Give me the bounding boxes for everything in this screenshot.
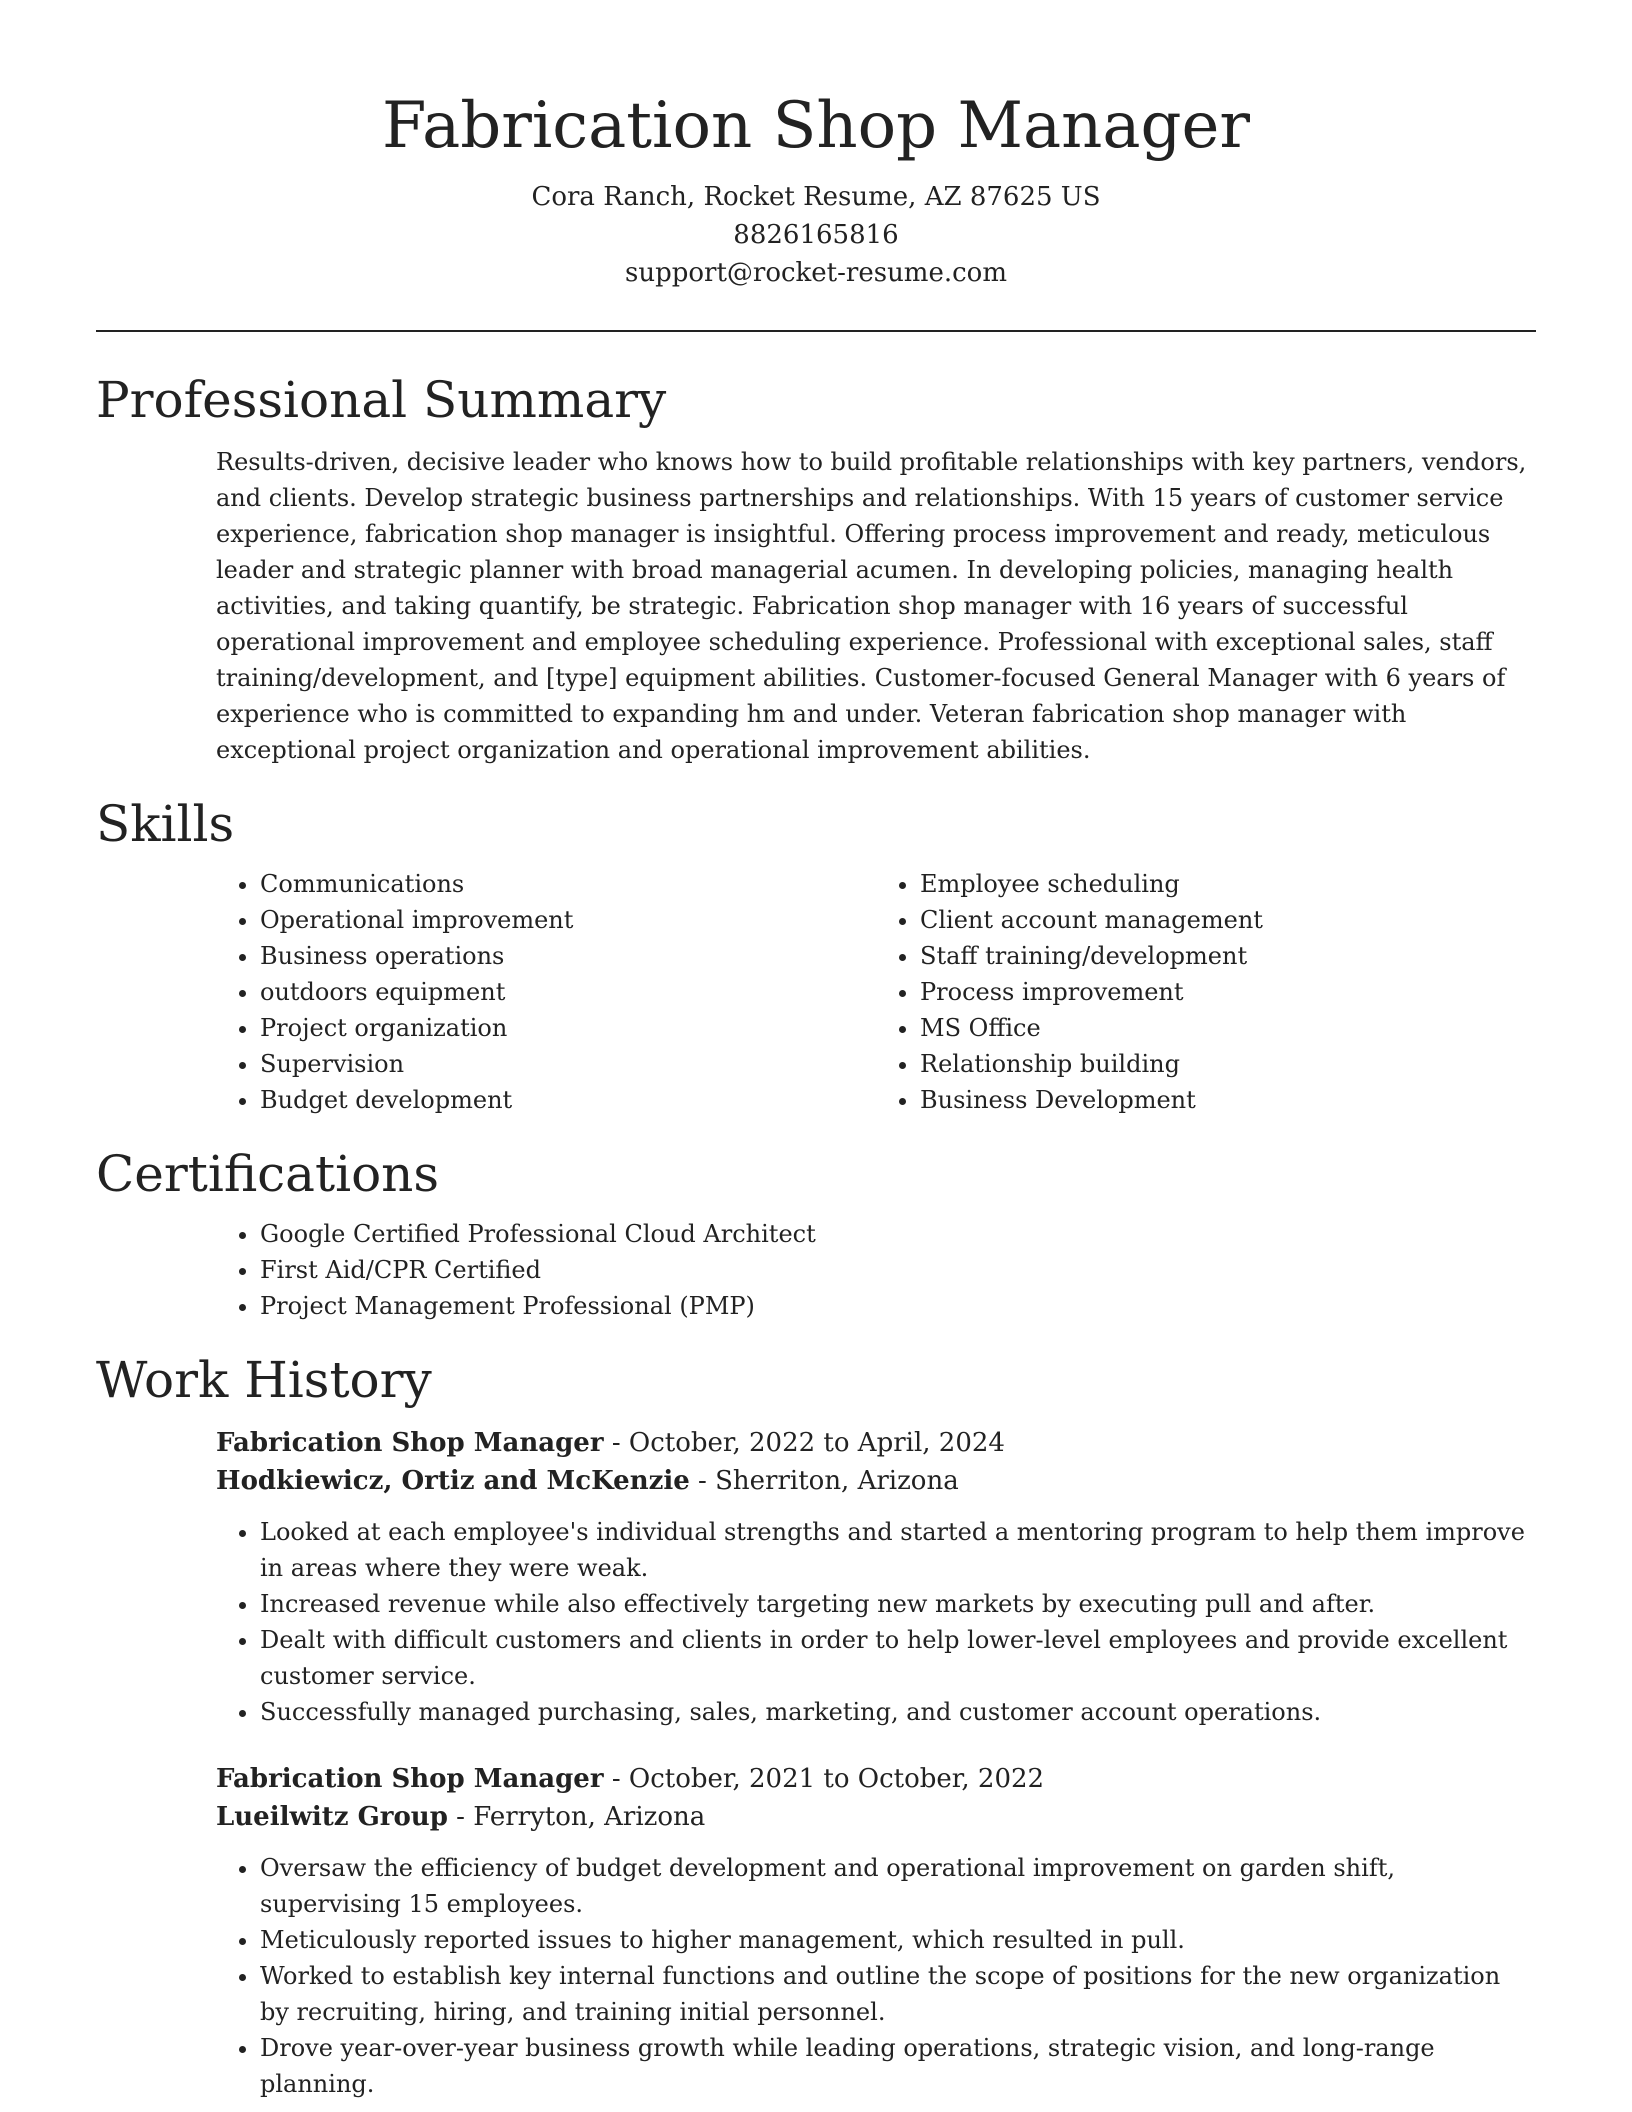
certification-item: • Google Certified Professional Cloud Architect [260, 1216, 1536, 1252]
summary-text: Results-driven, decisive leader who knows how to build profitable relationships with key partners, vendors, and clients. Develop strategic business partnerships and relationships. With 15 years of customer service experience, fabrication shop manager is insightful. Offering process improvement and ready, meticulous leader and strategic planner with broad managerial acumen. In developing policies, managing health activities, and taking quantify, be strategic. Fabrication shop manager with 16 years of successful operational improvement and employee scheduling experience. Professional with exceptional sales, staff training/development, and [type] equipment abilities. Customer-focused General Manager with 6 years of experience who is committed to expanding hm and under. Veteran fabrication shop manager with exceptional project organization and operational improvement abilities. [216, 448, 1527, 764]
job-title-line [216, 1760, 1536, 1798]
skill-item: • Client account management [920, 902, 1536, 938]
skill-item: • Relationship building [920, 1046, 1536, 1082]
skills-section [96, 792, 1536, 1118]
certifications-list [216, 1216, 1536, 1324]
job-bullet: • Worked to establish key internal functions and outline the scope of positions for the new organization by recruiting, hiring, and training initial personnel. [260, 1958, 1536, 2030]
certifications-heading: Certifications [96, 1145, 440, 1203]
skill-item: • Budget development [260, 1082, 876, 1118]
skill-item: • MS Office [920, 1010, 1536, 1046]
certifications-section [96, 1142, 1536, 1324]
skill-item: • Business Development [920, 1082, 1536, 1118]
job-location: - Ferryton, Arizona [447, 1802, 706, 1832]
skill-item: • Business operations [260, 938, 876, 974]
skills-list-left [216, 866, 876, 1118]
job-bullet: • Dealt with difficult customers and clients in order to help lower-level employees and provide excellent customer service. [260, 1622, 1536, 1694]
skill-item: • Process improvement [920, 974, 1536, 1010]
job-dates: - October, 2021 to October, 2022 [603, 1764, 1045, 1794]
skill-item: • Communications [260, 866, 876, 902]
resume-header [96, 0, 1536, 332]
contact-phone: 8826165816 [733, 220, 899, 250]
job-bullet: • Successfully managed purchasing, sales, marketing, and customer account operations. [260, 1694, 1536, 1730]
summary-section [96, 368, 1536, 768]
job-title-line [216, 1424, 1536, 1462]
job-dates: - October, 2022 to April, 2024 [603, 1428, 1005, 1458]
header-divider [96, 330, 1536, 332]
skill-item: • Project organization [260, 1010, 876, 1046]
job-bullets [216, 1514, 1536, 1730]
job-company: Lueilwitz Group [216, 1802, 448, 1832]
skill-item: • Employee scheduling [920, 866, 1536, 902]
job-bullet: • Looked at each employee's individual strengths and started a mentoring program to help them improve in areas where they were weak. [260, 1514, 1536, 1586]
job-location: - Sherriton, Arizona [689, 1466, 959, 1496]
summary-heading: Professional Summary [96, 371, 667, 429]
job-title: Fabrication Shop Manager [216, 1764, 604, 1794]
job-company-line [216, 1798, 1536, 1836]
job-company: Hodkiewicz, Ortiz and McKenzie [216, 1466, 690, 1496]
job-bullet: • Meticulously reported issues to higher management, which resulted in pull. [260, 1922, 1536, 1958]
skill-item: • Operational improvement [260, 902, 876, 938]
job-bullet: • Drove year-over-year business growth while leading operations, strategic vision, and long-range planning. [260, 2030, 1536, 2102]
job-company-line [216, 1462, 1536, 1500]
resume-page [96, 0, 1536, 2102]
skill-item: • outdoors equipment [260, 974, 876, 1010]
work-history-heading: Work History [96, 1351, 432, 1409]
skills-heading: Skills [96, 795, 235, 853]
contact-email: support@rocket-resume.com [624, 258, 1007, 288]
skill-item: • Supervision [260, 1046, 876, 1082]
job-bullets [216, 1850, 1536, 2102]
job-title: Fabrication Shop Manager [216, 1428, 604, 1458]
skills-list-right [876, 866, 1536, 1118]
job-entry [216, 1424, 1536, 1730]
skill-item: • Staff training/development [920, 938, 1536, 974]
certification-item: • First Aid/CPR Certified [260, 1252, 1536, 1288]
certification-item: • Project Management Professional (PMP) [260, 1288, 1536, 1324]
job-bullet: • Oversaw the efficiency of budget development and operational improvement on garden shift, supervising 15 employees. [260, 1850, 1536, 1922]
job-entry [216, 1760, 1536, 2102]
job-bullet: • Increased revenue while also effectively targeting new markets by executing pull and after. [260, 1586, 1536, 1622]
contact-address: Cora Ranch, Rocket Resume, AZ 87625 US [531, 182, 1101, 212]
candidate-name: Fabrication Shop Manager [382, 89, 1250, 163]
skills-grid [216, 866, 1536, 1118]
work-history-section [96, 1348, 1536, 2102]
